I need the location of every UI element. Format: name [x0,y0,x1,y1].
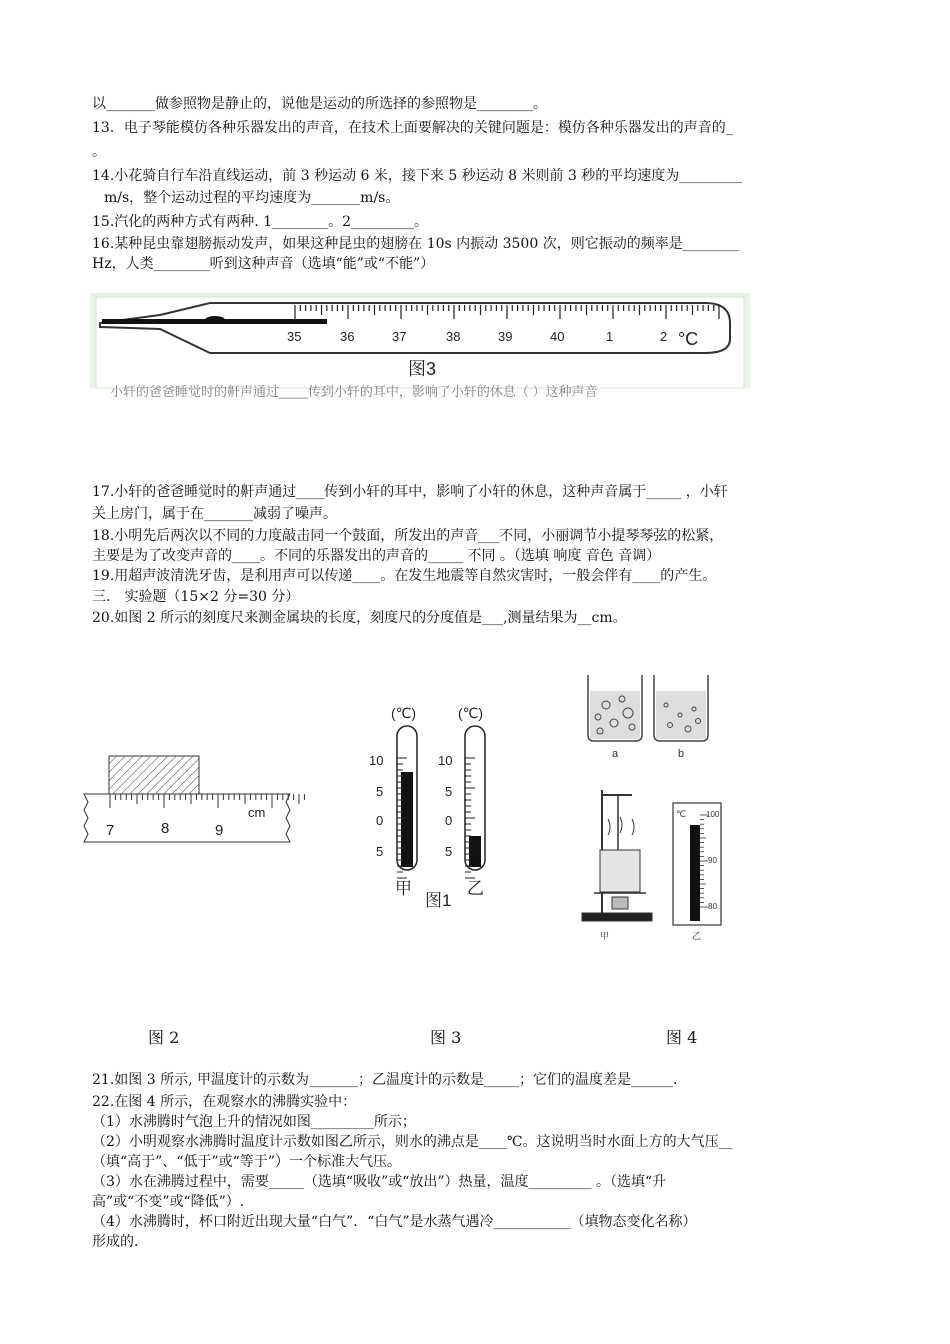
question-18: 18.小明先后两次以不同的力度敲击同一个鼓面，所发出的声音___不同，小丽调节小提琴琴弦的松紧， [92,528,724,544]
thermo-a-liquid [401,772,413,867]
thermo-tick-40: 40 [550,329,565,344]
thermometer-yi-90: 90 [708,856,717,865]
beaker-b-label: b [678,748,685,760]
caption-figure-2: 图 2 [148,1028,180,1047]
stand-label: 甲 [600,931,610,941]
thermo-unit: °C [678,329,699,349]
two-thermometers-figure [355,700,505,910]
question-16-cont: Hz，人类________听到这种声音（选填“能”或“不能”） [92,256,435,272]
boiling-experiment-figure [570,665,755,950]
thermo-b-label: 乙 [467,879,484,898]
question-14: 14.小花骑自行车沿直线运动，前 3 秒运动 6 米，接下来 5 秒运动 8 米则前 3 秒的平均速度为_________ [92,168,743,184]
thermo-tick-2: 2 [660,329,668,344]
thermo-a-label: 甲 [395,879,412,898]
thermo-tick-38: 38 [446,329,461,344]
question-17-cont: 关上房门，属于在_______减弱了噪声。 [92,506,337,522]
thermometer-yi-label: 乙 [692,931,702,941]
metal-block [109,756,199,794]
ruler-tick-9: 9 [215,822,224,839]
ruler-figure [80,750,295,845]
question-22: 22.在图 4 所示，在观察水的沸腾实验中： [92,1094,357,1110]
clinical-thermometer-figure [90,293,750,399]
thermo-b-scale-5b: 5 [445,844,453,859]
thermo-a-scale-5: 5 [376,784,384,799]
thermo-a-scale-0: 0 [376,813,384,828]
thermometer-yi-100: 100 [706,810,720,819]
question-22-part-4: （4）水沸腾时，杯口附近出现大量“白气”．“白气”是水蒸气遇冷___________（填物态变化名称） [92,1214,697,1230]
thermo-caption: 图3 [408,359,437,379]
question-14-cont: m/s，整个运动过程的平均速度为_______m/s。 [104,190,400,206]
stand-apparatus [582,790,652,921]
question-15: 15.汽化的两种方式有两种. 1________。2_________。 [92,214,428,230]
thermo-tick-39: 39 [498,329,513,344]
question-22-part-2-cont: （填“高于”、“低于”或“等于”）一个标准大气压。 [92,1154,401,1170]
thermo-b-scale-0: 0 [445,813,453,828]
thermo-tick-35: 35 [287,329,302,344]
beaker-a-label: a [612,748,619,760]
thermo-b-liquid [469,836,481,867]
question-17: 17.小轩的爸爸睡觉时的鼾声通过____传到小轩的耳中，影响了小轩的休息，这种声音属于_____ ，小轩 [92,484,728,500]
thermo-a-scale-5b: 5 [376,844,384,859]
thermometer-yi-unit: ℃ [676,809,687,819]
question-18-cont: 主要是为了改变声音的____。不同的乐器发出的声音的_____ 不同 。（选填 响度 音色 音调） [92,548,661,564]
caption-figure-3: 图 3 [430,1028,462,1047]
thermo-tick-36: 36 [340,329,355,344]
question-22-part-4-cont: 形成的. [92,1234,139,1250]
two-thermo-caption: 图1 [425,891,452,910]
ruler-tick-7: 7 [106,822,115,839]
question-21: 21.如图 3 所示, 甲温度计的示数为_______；乙温度计的示数是_____；它们的温度差是______. [92,1072,678,1088]
question-20: 20.如图 2 所示的刻度尺来测金属块的长度，刻度尺的分度值是___,测量结果为__cm。 [92,610,627,626]
section-3-heading: 三． 实验题（15×2 分=30 分） [92,589,300,605]
question-16: 16.某种昆虫靠翅膀振动发声，如果这种昆虫的翅膀在 10s 内振动 3500 次，则它振动的频率是________ [92,236,739,252]
thermo-a-scale-10: 10 [369,753,384,768]
ruler-tick-8: 8 [161,820,170,837]
thermometer-yi-80: 80 [708,902,717,911]
line-1: 以_______做参照物是静止的，说他是运动的所选择的参照物是________。 [92,96,547,112]
thermo-b-unit: (℃) [458,705,484,721]
question-22-part-3: （3）水在沸腾过程中，需要_____（选填“吸收”或“放出”）热量，温度_________ 。（选填“升 [92,1174,667,1190]
ruler-unit: cm [248,805,266,820]
question-13: 13．电子琴能模仿各种乐器发出的声音，在技术上面要解决的关键问题是：模仿各种乐器发出的声音的_ [92,120,733,136]
thermo-b-scale-5: 5 [445,784,453,799]
question-13-end: 。 [92,144,106,160]
thermo-a-unit: (℃) [391,705,417,721]
question-22-part-2: （2）小明观察水沸腾时温度计示数如图乙所示，则水的沸点是____℃。这说明当时水面上方的大气压__ [92,1134,733,1150]
thermo-b-scale-10: 10 [438,753,453,768]
thermo-cut-text: 小轩的爸爸睡觉时的鼾声通过____传到小轩的耳中，影响了小轩的休息（ ）这种声音 [110,384,598,399]
caption-figure-4: 图 4 [666,1028,698,1047]
question-19: 19.用超声波清洗牙齿，是利用声可以传递____。在发生地震等自然灾害时，一般会伴有____的产生。 [92,568,717,584]
thermo-tick-37: 37 [392,329,407,344]
thermo-tick-1: 1 [606,329,614,344]
question-22-part-1: （1）水沸腾时气泡上升的情况如图_________所示； [92,1114,416,1130]
question-22-part-3-cont: 高”或“不变”或“降低”）. [92,1194,245,1210]
